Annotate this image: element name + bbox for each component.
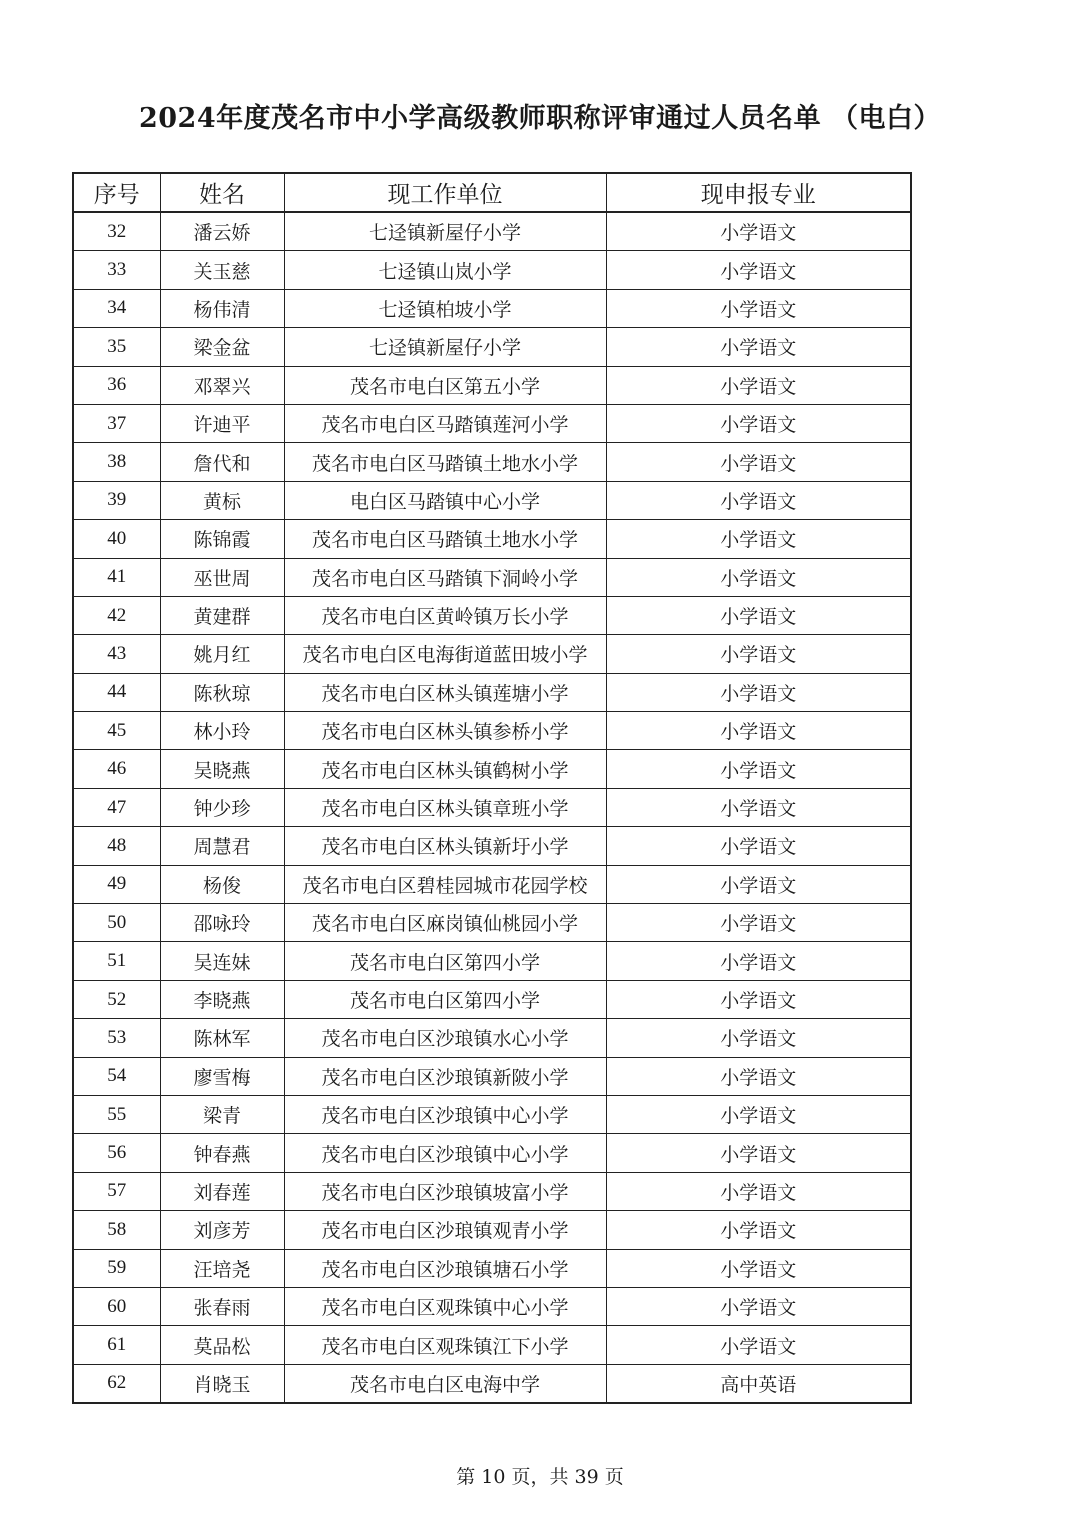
cell-name: 林小玲 — [160, 712, 284, 750]
cell-major: 小学语文 — [606, 328, 911, 366]
cell-major: 小学语文 — [606, 366, 911, 404]
cell-major: 小学语文 — [606, 750, 911, 788]
cell-name: 黄建群 — [160, 596, 284, 634]
cell-unit: 茂名市电白区林头镇新圩小学 — [284, 827, 606, 865]
header-major: 现申报专业 — [606, 173, 911, 212]
table-row — [73, 520, 911, 558]
cell-unit: 茂名市电白区沙琅镇塘石小学 — [284, 1249, 606, 1287]
cell-name: 黄标 — [160, 481, 284, 519]
cell-unit: 茂名市电白区沙琅镇新陂小学 — [284, 1057, 606, 1095]
table-row — [73, 366, 911, 404]
cell-name: 姚月红 — [160, 635, 284, 673]
cell-major: 小学语文 — [606, 788, 911, 826]
cell-major: 小学语文 — [606, 212, 911, 251]
table-row — [73, 635, 911, 673]
cell-unit: 七迳镇新屋仔小学 — [284, 212, 606, 251]
cell-name: 周慧君 — [160, 827, 284, 865]
table-row — [73, 1326, 911, 1364]
cell-unit: 茂名市电白区沙琅镇中心小学 — [284, 1095, 606, 1133]
table-row — [73, 1364, 911, 1403]
cell-seq: 60 — [73, 1287, 160, 1325]
cell-name: 肖晓玉 — [160, 1364, 284, 1403]
cell-seq: 58 — [73, 1211, 160, 1249]
header-name: 姓名 — [160, 173, 284, 212]
cell-major: 小学语文 — [606, 904, 911, 942]
cell-unit: 茂名市电白区马踏镇下洞岭小学 — [284, 558, 606, 596]
table-row — [73, 750, 911, 788]
cell-seq: 42 — [73, 596, 160, 634]
cell-name: 梁金盆 — [160, 328, 284, 366]
cell-seq: 44 — [73, 673, 160, 711]
cell-unit: 茂名市电白区观珠镇中心小学 — [284, 1287, 606, 1325]
cell-unit: 茂名市电白区马踏镇土地水小学 — [284, 520, 606, 558]
table-row — [73, 289, 911, 327]
cell-unit: 茂名市电白区电海中学 — [284, 1364, 606, 1403]
cell-major: 小学语文 — [606, 980, 911, 1018]
cell-major: 小学语文 — [606, 558, 911, 596]
cell-unit: 茂名市电白区马踏镇土地水小学 — [284, 443, 606, 481]
cell-major: 小学语文 — [606, 1057, 911, 1095]
cell-unit: 茂名市电白区黄岭镇万长小学 — [284, 596, 606, 634]
cell-major: 小学语文 — [606, 520, 911, 558]
cell-unit: 茂名市电白区观珠镇江下小学 — [284, 1326, 606, 1364]
cell-name: 邓翠兴 — [160, 366, 284, 404]
table-row — [73, 1172, 911, 1210]
table-row — [73, 942, 911, 980]
cell-major: 小学语文 — [606, 865, 911, 903]
cell-seq: 57 — [73, 1172, 160, 1210]
table-row — [73, 212, 911, 251]
cell-seq: 32 — [73, 212, 160, 251]
table-row — [73, 827, 911, 865]
header-unit: 现工作单位 — [284, 173, 606, 212]
cell-major: 小学语文 — [606, 596, 911, 634]
table-row — [73, 980, 911, 1018]
header-seq: 序号 — [73, 173, 160, 212]
cell-unit: 茂名市电白区马踏镇莲河小学 — [284, 404, 606, 442]
cell-unit: 七迳镇山岚小学 — [284, 251, 606, 289]
cell-name: 吴晓燕 — [160, 750, 284, 788]
cell-major: 小学语文 — [606, 251, 911, 289]
table-row — [73, 1249, 911, 1287]
table-row — [73, 1019, 911, 1057]
cell-unit: 茂名市电白区麻岗镇仙桃园小学 — [284, 904, 606, 942]
table-body — [73, 212, 911, 1403]
cell-seq: 39 — [73, 481, 160, 519]
cell-name: 陈锦霞 — [160, 520, 284, 558]
cell-major: 小学语文 — [606, 635, 911, 673]
cell-major: 小学语文 — [606, 942, 911, 980]
cell-name: 巫世周 — [160, 558, 284, 596]
cell-seq: 49 — [73, 865, 160, 903]
table-row — [73, 404, 911, 442]
cell-major: 小学语文 — [606, 1326, 911, 1364]
cell-name: 吴连妹 — [160, 942, 284, 980]
cell-name: 梁青 — [160, 1095, 284, 1133]
cell-major: 小学语文 — [606, 481, 911, 519]
cell-major: 小学语文 — [606, 673, 911, 711]
cell-unit: 茂名市电白区电海街道蓝田坡小学 — [284, 635, 606, 673]
cell-unit: 茂名市电白区沙琅镇观青小学 — [284, 1211, 606, 1249]
cell-seq: 56 — [73, 1134, 160, 1172]
cell-name: 张春雨 — [160, 1287, 284, 1325]
cell-seq: 34 — [73, 289, 160, 327]
cell-unit: 茂名市电白区林头镇参桥小学 — [284, 712, 606, 750]
cell-seq: 54 — [73, 1057, 160, 1095]
cell-major: 小学语文 — [606, 1095, 911, 1133]
cell-major: 小学语文 — [606, 289, 911, 327]
cell-unit: 茂名市电白区沙琅镇坡富小学 — [284, 1172, 606, 1210]
cell-name: 汪培尧 — [160, 1249, 284, 1287]
cell-seq: 35 — [73, 328, 160, 366]
cell-name: 刘彦芳 — [160, 1211, 284, 1249]
table-row — [73, 712, 911, 750]
cell-seq: 47 — [73, 788, 160, 826]
cell-unit: 七迳镇新屋仔小学 — [284, 328, 606, 366]
cell-seq: 40 — [73, 520, 160, 558]
cell-name: 钟春燕 — [160, 1134, 284, 1172]
table-row — [73, 865, 911, 903]
cell-seq: 51 — [73, 942, 160, 980]
cell-seq: 48 — [73, 827, 160, 865]
cell-seq: 38 — [73, 443, 160, 481]
cell-unit: 茂名市电白区林头镇莲塘小学 — [284, 673, 606, 711]
cell-name: 莫品松 — [160, 1326, 284, 1364]
cell-major: 小学语文 — [606, 827, 911, 865]
cell-major: 小学语文 — [606, 1134, 911, 1172]
cell-unit: 茂名市电白区第四小学 — [284, 980, 606, 1018]
cell-seq: 52 — [73, 980, 160, 1018]
cell-unit: 七迳镇柏坡小学 — [284, 289, 606, 327]
cell-major: 小学语文 — [606, 1249, 911, 1287]
cell-seq: 55 — [73, 1095, 160, 1133]
cell-major: 小学语文 — [606, 1287, 911, 1325]
table-row — [73, 904, 911, 942]
cell-name: 许迪平 — [160, 404, 284, 442]
table-row — [73, 596, 911, 634]
cell-unit: 茂名市电白区第五小学 — [284, 366, 606, 404]
cell-unit: 茂名市电白区碧桂园城市花园学校 — [284, 865, 606, 903]
table-row — [73, 1211, 911, 1249]
cell-name: 潘云娇 — [160, 212, 284, 251]
cell-name: 刘春莲 — [160, 1172, 284, 1210]
table-row — [73, 788, 911, 826]
page-title: 2024年度茂名市中小学高级教师职称评审通过人员名单 （电白） — [138, 103, 942, 134]
cell-seq: 59 — [73, 1249, 160, 1287]
cell-name: 钟少珍 — [160, 788, 284, 826]
table-row — [73, 1287, 911, 1325]
cell-name: 李晓燕 — [160, 980, 284, 1018]
page-footer: 第 10 页，共 39 页 — [456, 1466, 624, 1488]
cell-unit: 茂名市电白区沙琅镇水心小学 — [284, 1019, 606, 1057]
cell-seq: 53 — [73, 1019, 160, 1057]
cell-seq: 37 — [73, 404, 160, 442]
table-row — [73, 1057, 911, 1095]
cell-seq: 36 — [73, 366, 160, 404]
cell-seq: 33 — [73, 251, 160, 289]
cell-name: 陈林军 — [160, 1019, 284, 1057]
table-row — [73, 1095, 911, 1133]
cell-name: 詹代和 — [160, 443, 284, 481]
table-header-row — [73, 173, 911, 212]
cell-major: 小学语文 — [606, 1019, 911, 1057]
cell-major: 小学语文 — [606, 404, 911, 442]
cell-unit: 茂名市电白区林头镇章班小学 — [284, 788, 606, 826]
cell-seq: 61 — [73, 1326, 160, 1364]
cell-seq: 50 — [73, 904, 160, 942]
cell-name: 关玉慈 — [160, 251, 284, 289]
cell-unit: 茂名市电白区沙琅镇中心小学 — [284, 1134, 606, 1172]
cell-seq: 62 — [73, 1364, 160, 1403]
cell-major: 小学语文 — [606, 712, 911, 750]
cell-unit: 茂名市电白区第四小学 — [284, 942, 606, 980]
cell-major: 小学语文 — [606, 1172, 911, 1210]
cell-seq: 43 — [73, 635, 160, 673]
cell-seq: 46 — [73, 750, 160, 788]
cell-unit: 茂名市电白区林头镇鹤树小学 — [284, 750, 606, 788]
cell-unit: 电白区马踏镇中心小学 — [284, 481, 606, 519]
roster-table — [72, 172, 912, 1404]
table-row — [73, 443, 911, 481]
cell-major: 小学语文 — [606, 443, 911, 481]
table-row — [73, 481, 911, 519]
cell-major: 高中英语 — [606, 1364, 911, 1403]
cell-name: 陈秋琼 — [160, 673, 284, 711]
cell-name: 邵咏玲 — [160, 904, 284, 942]
cell-name: 杨俊 — [160, 865, 284, 903]
cell-name: 廖雪梅 — [160, 1057, 284, 1095]
table-row — [73, 1134, 911, 1172]
cell-seq: 41 — [73, 558, 160, 596]
table-row — [73, 251, 911, 289]
cell-major: 小学语文 — [606, 1211, 911, 1249]
table-row — [73, 558, 911, 596]
table-row — [73, 328, 911, 366]
table-row — [73, 673, 911, 711]
cell-name: 杨伟清 — [160, 289, 284, 327]
cell-seq: 45 — [73, 712, 160, 750]
